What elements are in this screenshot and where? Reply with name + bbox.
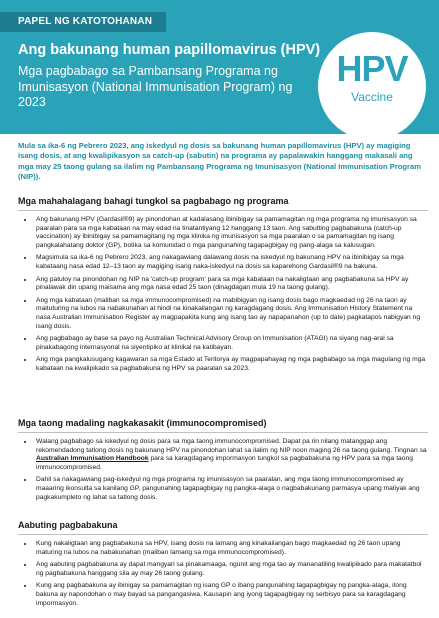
fact-sheet-badge: PAPEL NG KATOTOHANAN [0,12,166,32]
bullet-list [18,540,428,608]
list-item: • Ang aabuting pagbabakuna ay dapat mangyari sa pinakamaaga, ngunit ang mga tao ay mananatiling kwalipikado para makatatbol ng pagbabakuna hanggang sila ay may 26 taong gulang. [34,561,428,578]
list-item-text: para sa karagdagang impormasyon tungkol sa pagbabakuna ng HPV para sa mga taong immunocompromised. [36,455,413,471]
section-immunocompromised [18,418,428,506]
section-program-changes [18,196,428,378]
bullet-list [18,438,428,502]
section-catch-up [18,520,428,612]
logo-hpv-text: HPV [336,48,408,89]
document-subtitle: Mga pagbabago sa Pambansang Programa ng Imunisasyon (National Immunisation Program) ng 2023 [18,64,293,109]
list-item: • Ang bakunang HPV (Gardasil®9) ay pinondohan at kadalasang ibinibigay sa pamamagitan ng mga programa ng imunisasyon sa paaralan para sa mga kabataan na may edad na tinatantiyang 12 hanggang 13 taon. Ang sabutting pagbabakuna (catch-up vaccination) ay ibinibigay sa pamamagitang ng mga klinika ng imunisasyon sa mga paaralan o sa pamamagitan ng isang pangkalahatang doktor (GP), botika sa komunidad o mga pangunahing tagapagbigay ng pang-alaga sa kalusugan. [34,216,428,250]
list-item: • Ang pagbabago ay base sa payo ng Australian Technical Advisory Group on Immunisation (ATAGI) na siyang nag-aral sa pinakabagong internasyonal na siyentipiko at klinikal na katibayan. [34,335,428,352]
list-item-text: Walang pagbabago sa iskedyul ng dosis para sa mga taong immunocompromised. Dapat pa rin nilang matanggap ang rekomendadong tatlong dosis ng bakunang HPV na pinondohan lahat sa ilalim ng NIP noon maging 26 na taong gulang. Tingnan sa [36,438,427,454]
immunisation-handbook-link[interactable]: Australian Immunisation Handbook [36,455,149,463]
list-item: • Kung nakaligtaan ang pagbabakuna sa HPV, isang dosis na lamang ang kinakailangan bago magkaedad ng 26 taon upang maturing na lubos na nabakunahan (maliban lamang sa mga immunocompromised). [34,540,428,557]
list-item: • Ang mga pangkalusugang kagawaran sa mga Estado at Teritorya ay magpapahayag ng mga pagbabago sa mga magulang ng mga kabataan na kwalipikado sa pagbabakuna ng HPV sa paaralan sa 2023. [34,356,428,373]
intro-paragraph: Mula sa ika-6 ng Pebrero 2023, ang iskedyul ng dosis sa bakunang human papillomavirus (HPV) ay magiging isang dosis, at ang kwalipikasyon sa catch-up (sabutin) na programa ay papalawakin hanggang makasali ang mga may 25 taong gulang sa ilalim ng Pambansang Programa ng Imunisasyon (National Immunisation Program (NIP)). [18,141,421,182]
section-heading: Mga mahahalagang bahagi tungkol sa pagbabago ng programa [18,196,428,211]
list-item: • Ang patuloy na pinondohan ng NIP na 'catch-up program' para sa mga kabataan na nakaligtaan ang pagbabakuna sa HPV ay pinalawak din upang maisama ang mga nasa edad 25 taon (dinagdagan mula 19 na taong gulang). [34,276,428,293]
section-heading: Aabuting pagbabakuna [18,520,428,535]
document-title: Ang bakunang human papillomavirus (HPV) [18,42,321,58]
list-item: • Ang mga kabataan (maliban sa mga immunocompromised) na mabibigyan ng isang dosis bago magkaedad ng 26 na taon ay maituturing na lubos na nabakunahan at hindi na kinakailangan ng karagdagang dosis. Ang Immunisation History Statement na nasa Australian Immunisation Register ay magpapakita kung ang isang tao ay napapanahon (up to date) pagkatapos nabigyan ng isang dosis. [34,297,428,331]
section-heading: Mga taong madaling nagkakasakit (immunocompromised) [18,418,428,433]
list-item [34,438,428,472]
list-item: • Kung ang pagbabakuna ay ibinigay sa pamamagitan ng isang GP o ibang pangunahing tagapagbigay ng pangka-alaga, itong bakuna ay napondohan o may bayad sa pangangasiwa. Kausapin ang iyong tagapagbigay ng serbisyo para sa karagdagang impormasyon. [34,582,428,608]
list-item: • Dahil sa nakagawiang pag-iskedyul ng mga programa ng imunisasyon sa paaralan, ang mga taong immunocompromised ay maaaring ikonsulta sa kanilang GP, pangunahing tagapagbigay ng pangka-alaga o nagbabakunang parmasya upang matiyak ang pagkakumpleto ng lahat sa tatlong dosis. [34,476,428,502]
hpv-vaccine-logo [318,32,426,134]
list-item: • Magsimula sa ika-6 ng Pebrero 2023, ang nakagawiang dalawang dosis na iskedyul ng bakunang HPV na ibinibigay sa mga kabataang nasa edad 12–13 taon ay magiging isang naka-iskedyul na dosis sa kaparehong Gardasil®9 na bakuna. [34,254,428,271]
bullet-list [18,216,428,374]
logo-vaccine-text: Vaccine [351,90,393,104]
header-banner [0,0,439,134]
